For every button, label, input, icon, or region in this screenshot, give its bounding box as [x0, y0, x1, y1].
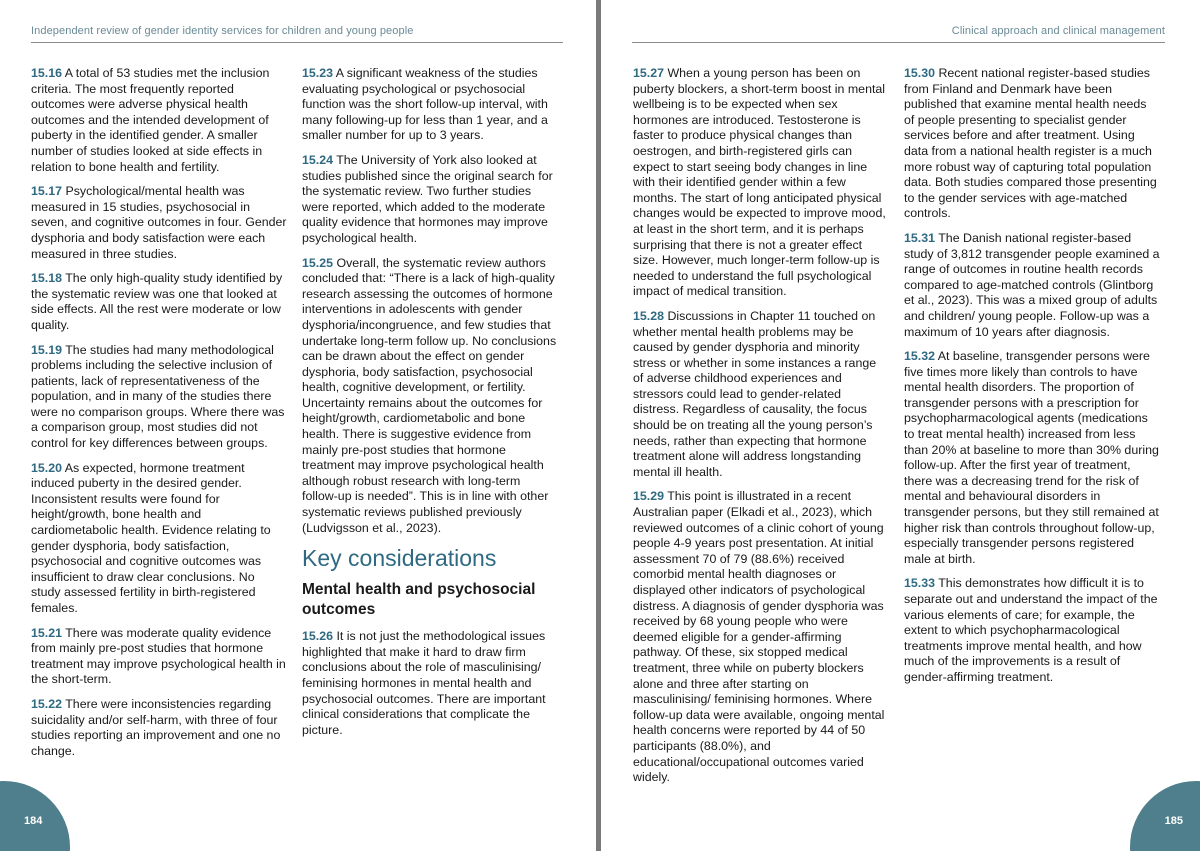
left-column-1: [31, 66, 287, 768]
paragraph-text: As expected, hormone treatment induced puberty in the desired gender. Inconsistent results were found for height/growth, bone health and cardiometabolic health. Evidence relating to gender dysphoria, body satisfaction, psychosocial and cognitive outcomes was insufficient to draw clear conclusions. No study assessed fertility in birth-registered females.: [31, 460, 271, 615]
paragraph: [302, 256, 558, 537]
paragraph: [31, 626, 287, 688]
paragraph-text: Psychological/mental health was measured in 15 studies, psychosocial in seven, and cognitive outcomes in four. Gender dysphoria and body satisfaction were each measured in three studies.: [31, 184, 287, 261]
paragraph-text: Recent national register-based studies from Finland and Denmark have been published that examine mental health needs of people presenting to specialist gender services before and after treatment. Using data from a national health register is a much more robust way of capturing total population data. Both studies compared those presenting to the gender services with age-matched controls.: [904, 66, 1157, 221]
paragraph: [31, 461, 287, 617]
header-rule: [31, 42, 563, 43]
running-head-right: Clinical approach and clinical management: [951, 25, 1165, 37]
right-column-2: [904, 66, 1160, 695]
paragraph-number: 15.22: [31, 696, 63, 711]
paragraph-number: 15.16: [31, 66, 63, 80]
paragraph-number: 15.27: [633, 66, 665, 80]
paragraph-text: At baseline, transgender persons were five times more likely than controls to have mental health disorders. The proportion of transgender persons with a prescription for psychopharmacological agents (medications to treat mental health) increased from less than 20% at baseline to more than 30% during follow-up. After the first year of treatment, there was a decreasing trend for the risk of mental and behavioural disorders in transgender persons, but they still remained at higher risk than controls throughout follow-up, especially transgender persons registered male at birth.: [904, 349, 1159, 566]
paragraph-text: The University of York also looked at studies published since the original search for the systematic review. Two further studies were reported, which added to the moderate quality evidence that hormones may improve psychological health.: [302, 152, 553, 245]
paragraph-text: The studies had many methodological problems including the selective inclusion of patients, lack of representativeness of the population, and in many of the studies there were no comparison groups. Where there was a comparison group, most studies did not control for key differences between groups.: [31, 342, 285, 451]
paragraph: [633, 489, 889, 785]
paragraph-text: The only high-quality study identified by the systematic review was one that looked at side effects. All the rest were moderate or low quality.: [31, 271, 283, 332]
paragraph: [904, 349, 1160, 567]
paragraph-number: 15.29: [633, 489, 665, 504]
subheading: Mental health and psychosocial outcomes: [302, 581, 536, 619]
paragraph: [31, 184, 287, 262]
paragraph-number: 15.31: [904, 230, 936, 245]
paragraph-number: 15.19: [31, 342, 63, 357]
running-head-left: Independent review of gender identity services for children and young people: [31, 25, 414, 37]
right-page: [601, 0, 1200, 851]
paragraph-number: 15.32: [904, 349, 936, 364]
paragraph: [302, 629, 558, 738]
paragraph: [302, 153, 558, 247]
paragraph-number: 15.24: [302, 152, 334, 167]
page-number: 184: [24, 815, 43, 827]
paragraph-text: Overall, the systematic review authors concluded that: “There is a lack of high-quality research assessing the outcomes of hormone interventions in adolescents with gender dysphoria/incongruence, and few studies that undertake long-term follow up. No conclusions can be drawn about the effect on gender dysphoria, body satisfaction, psychosocial health, cognitive development, or fertility. Uncertainty remains about the outcomes for height/growth, cardiometabolic and bone health. There is suggestive evidence from mainly pre-post studies that hormone treatment may improve psychological health although robust research with long-term follow-up is needed”. This is in line with other systematic reviews published previously (Ludvigsson et al., 2023).: [302, 255, 557, 535]
paragraph: [31, 697, 287, 759]
paragraph-text: There were inconsistencies regarding suicidality and/or self-harm, with three of four studies reporting an improvement and one no change.: [31, 696, 281, 758]
paragraph-text: The Danish national register-based study of 3,812 transgender people examined a range of outcomes in routine health records compared to age-matched controls (Glintborg et al., 2023). This was a mixed group of adults and children/ young people. Follow-up was a maximum of 10 years after diagnosis.: [904, 230, 1160, 339]
paragraph-number: 15.33: [904, 576, 936, 591]
paragraph-text: When a young person has been on puberty blockers, a short-term boost in mental wellbeing is to be expected when sex hormones are introduced. Testosterone is faster to produce physical changes than oestrogen, and birth-registered girls can expect to start seeing body changes in line with their identified gender within a few months. The start of long anticipated physical changes would be expected to improve mood, at least in the short term, and it is perhaps surprising that there is not a greater effect size. However, much longer-term follow-up is needed to understand the full psychological impact of medical transition.: [633, 66, 886, 299]
paragraph-text: It is not just the methodological issues highlighted that make it hard to draw firm conclusions about the role of masculinising/ feminising hormones in mental health and psychosocial outcomes. There are important clinical considerations that complicate the picture.: [302, 629, 546, 737]
paragraph-text: Discussions in Chapter 11 touched on whether mental health problems may be caused by gender dysphoria and minority stress or whether in some instances a range of adverse childhood experiences and stressors could lead to gender-related distress. Regardless of causality, the focus should be on treating all the young person’s needs, rather than expecting that hormone treatment alone will address longstanding mental ill health.: [633, 308, 877, 479]
paragraph: [302, 66, 558, 144]
left-page: [0, 0, 596, 851]
paragraph-number: 15.20: [31, 460, 63, 475]
paragraph-number: 15.23: [302, 66, 334, 80]
paragraph: [31, 66, 287, 175]
page-number: 185: [1164, 815, 1183, 827]
paragraph-number: 15.26: [302, 629, 334, 644]
paragraph-text: A total of 53 studies met the inclusion criteria. The most frequently reported outcomes were adverse physical health outcomes and the intended development of puberty in the identified gender. A smaller number of studies looked at side effects in relation to bone health and fertility.: [31, 66, 270, 174]
section-heading: Key considerations: [302, 545, 497, 572]
paragraph-text: This demonstrates how difficult it is to separate out and understand the impact of the various elements of care; for example, the extent to which psychopharmacological treatments improve mental health, and how much of the improvements is a result of gender-affirming treatment.: [904, 576, 1158, 684]
paragraph: [904, 66, 1160, 222]
paragraph: [904, 576, 1160, 685]
paragraph-text: This point is illustrated in a recent Australian paper (Elkadi et al., 2023), which reviewed outcomes of a clinic cohort of young people 4-9 years post presentation. At initial assessment 70 of 79 (88.6%) received comorbid mental health diagnoses or displayed other indicators of psychological distress. A diagnosis of gender dysphoria was received by 68 young people who were deemed eligible for a gender-affirming pathway. Of these, six stopped medical treatment, three while on puberty blockers alone and three after starting on masculinising/ feminising hormones. Where follow-up data were available, ongoing mental health concerns were reported by 44 of 50 participants (88.0%), and educational/occupational outcomes varied widely.: [633, 489, 885, 785]
paragraph: [31, 271, 287, 333]
paragraph-text: There was moderate quality evidence from mainly pre-post studies that hormone treatment may improve psychological health in the short-term.: [31, 625, 286, 687]
header-rule: [632, 42, 1165, 43]
right-column-1: [633, 66, 889, 795]
paragraph-number: 15.25: [302, 255, 334, 270]
paragraph-number: 15.30: [904, 66, 936, 80]
paragraph-text: A significant weakness of the studies evaluating psychological or psychosocial function was the short follow-up interval, with many following-up for less than 1 year, and a smaller number for up to 3 years.: [302, 66, 548, 143]
paragraph-number: 15.21: [31, 625, 63, 640]
paragraph-number: 15.28: [633, 308, 665, 323]
paragraph-number: 15.17: [31, 184, 63, 199]
paragraph-number: 15.18: [31, 271, 63, 286]
left-column-2: [302, 66, 558, 747]
paragraph: [31, 343, 287, 452]
paragraph: [633, 309, 889, 481]
paragraph: [904, 231, 1160, 340]
paragraph: [633, 66, 889, 300]
